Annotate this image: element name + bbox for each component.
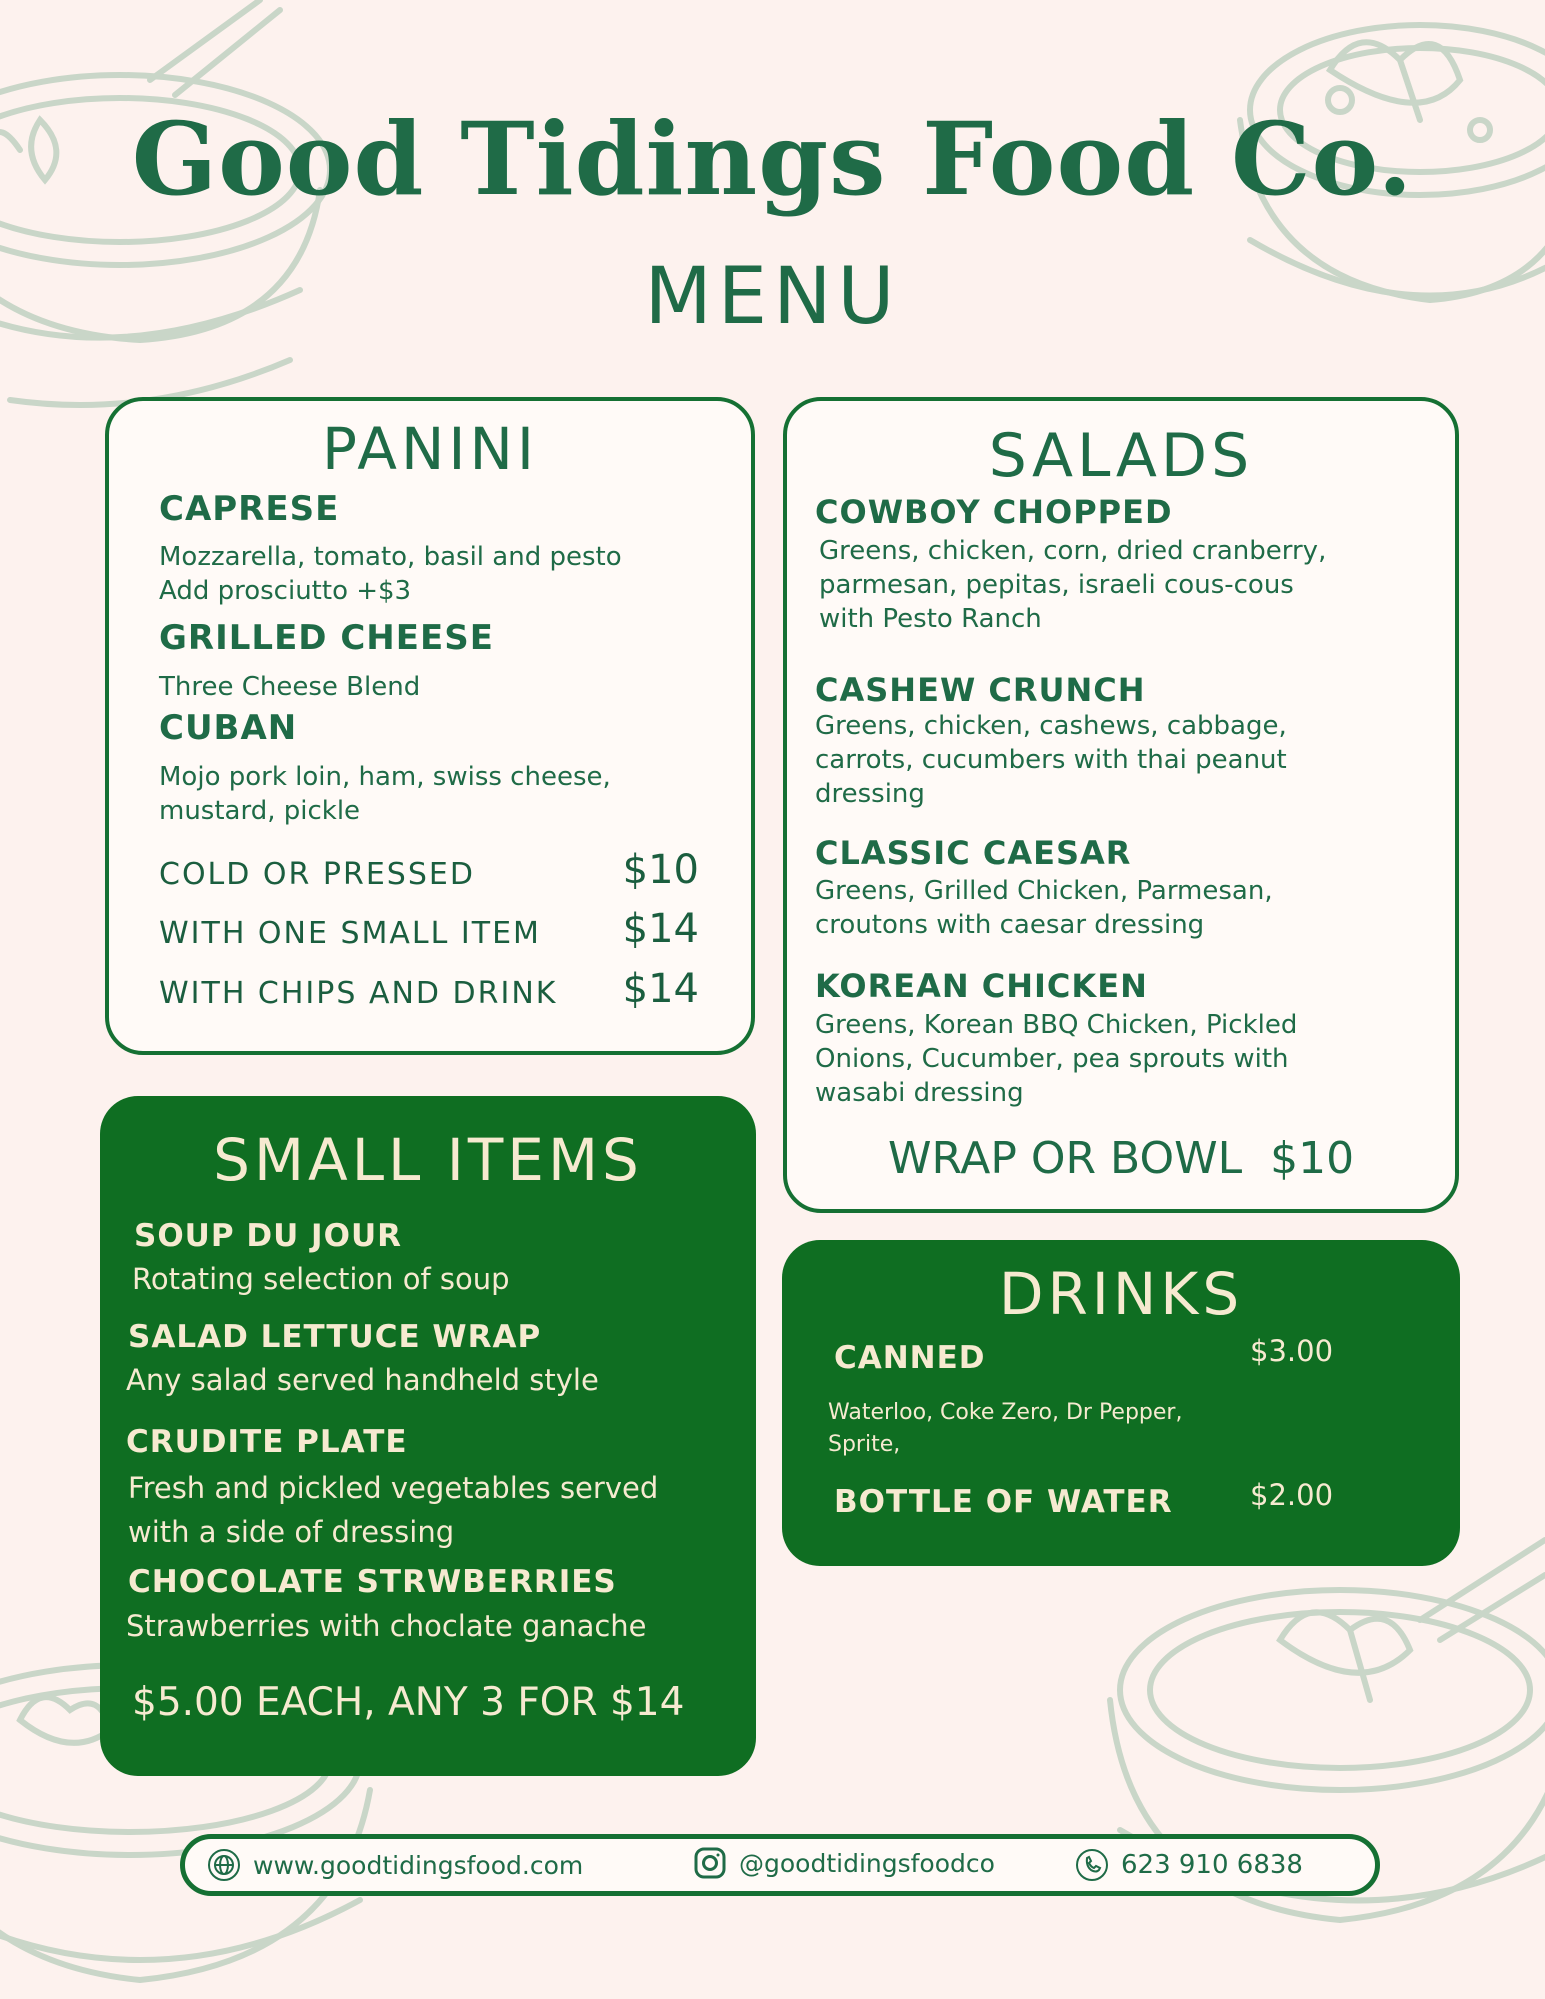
salad-item-desc: Greens, Grilled Chicken, Parmesan, croutons with caesar dressing xyxy=(815,876,1273,940)
phone-text: 623 910 6838 xyxy=(1121,1850,1303,1880)
price-amount: $14 xyxy=(622,966,699,1012)
menu-heading: MENU xyxy=(644,252,901,342)
phone-icon xyxy=(1075,1848,1109,1882)
footer-instagram[interactable] xyxy=(693,1846,995,1880)
drinks-heading: DRINKS xyxy=(998,1260,1244,1328)
salad-item-name: COWBOY CHOPPED xyxy=(815,493,1173,531)
price-label: WITH ONE SMALL ITEM xyxy=(159,916,541,951)
salad-item-name: CLASSIC CAESAR xyxy=(815,834,1132,872)
small-item-desc: Rotating selection of soup xyxy=(132,1262,510,1296)
panini-item-desc: Mozzarella, tomato, basil and pesto Add prosciutto +$3 xyxy=(159,542,622,606)
small-items-heading: SMALL ITEMS xyxy=(213,1126,643,1194)
drinks-card xyxy=(782,1240,1460,1566)
drink-item-price: $2.00 xyxy=(1250,1478,1334,1512)
small-item-name: CRUDITE PLATE xyxy=(126,1424,408,1460)
salads-heading: SALADS xyxy=(988,421,1254,491)
panini-item-name: GRILLED CHEESE xyxy=(159,618,494,658)
salad-item-name: CASHEW CRUNCH xyxy=(815,671,1146,709)
salad-item-desc: Greens, chicken, cashews, cabbage, carrots, cucumbers with thai peanut dressing xyxy=(815,711,1287,809)
salad-item-desc: Greens, Korean BBQ Chicken, Pickled Onions, Cucumber, pea sprouts with wasabi dressing xyxy=(815,1010,1298,1108)
salad-item-name: KOREAN CHICKEN xyxy=(815,967,1148,1005)
website-text: www.goodtidingsfood.com xyxy=(253,1850,584,1880)
footer-website[interactable] xyxy=(207,1848,583,1882)
small-items-price-line: $5.00 EACH, ANY 3 FOR $14 xyxy=(132,1680,685,1725)
small-item-name: CHOCOLATE STRWBERRIES xyxy=(128,1564,617,1600)
panini-item-desc: Three Cheese Blend xyxy=(159,672,421,702)
small-items-card xyxy=(100,1096,756,1776)
contact-footer xyxy=(180,1834,1380,1896)
globe-icon xyxy=(207,1848,241,1882)
footer-phone[interactable] xyxy=(1075,1848,1303,1882)
small-item-desc: Fresh and pickled vegetables served with a side of dressing xyxy=(128,1471,659,1549)
small-item-name: SOUP DU JOUR xyxy=(134,1218,402,1254)
price-amount: $14 xyxy=(622,906,699,952)
restaurant-name: Good Tidings Food Co. xyxy=(131,100,1414,218)
price-label: WITH CHIPS AND DRINK xyxy=(159,976,558,1011)
small-item-desc: Any salad served handheld style xyxy=(126,1363,599,1397)
panini-item-name: CAPRESE xyxy=(159,489,340,529)
instagram-icon xyxy=(693,1846,727,1880)
small-item-name: SALAD LETTUCE WRAP xyxy=(128,1319,542,1355)
price-label: COLD OR PRESSED xyxy=(159,857,475,892)
drink-item-name: CANNED xyxy=(834,1340,986,1376)
drink-item-desc: Waterloo, Coke Zero, Dr Pepper, Sprite, xyxy=(828,1400,1183,1457)
panini-item-name: CUBAN xyxy=(159,708,298,748)
drink-item-price: $3.00 xyxy=(1250,1334,1334,1368)
salads-price-line: WRAP OR BOWL $10 xyxy=(887,1133,1355,1184)
panini-heading: PANINI xyxy=(322,415,538,483)
price-amount: $10 xyxy=(622,847,699,893)
salads-card xyxy=(783,397,1459,1213)
salad-item-desc: Greens, chicken, corn, dried cranberry, parmesan, pepitas, israeli cous-cous with Pesto Ranch xyxy=(819,536,1327,634)
small-item-desc: Strawberries with choclate ganache xyxy=(126,1609,647,1643)
drink-item-name: BOTTLE OF WATER xyxy=(834,1484,1173,1520)
panini-item-desc: Mojo pork loin, ham, swiss cheese, mustard, pickle xyxy=(159,762,611,826)
instagram-text: @goodtidingsfoodco xyxy=(739,1848,995,1878)
panini-card xyxy=(105,397,755,1055)
